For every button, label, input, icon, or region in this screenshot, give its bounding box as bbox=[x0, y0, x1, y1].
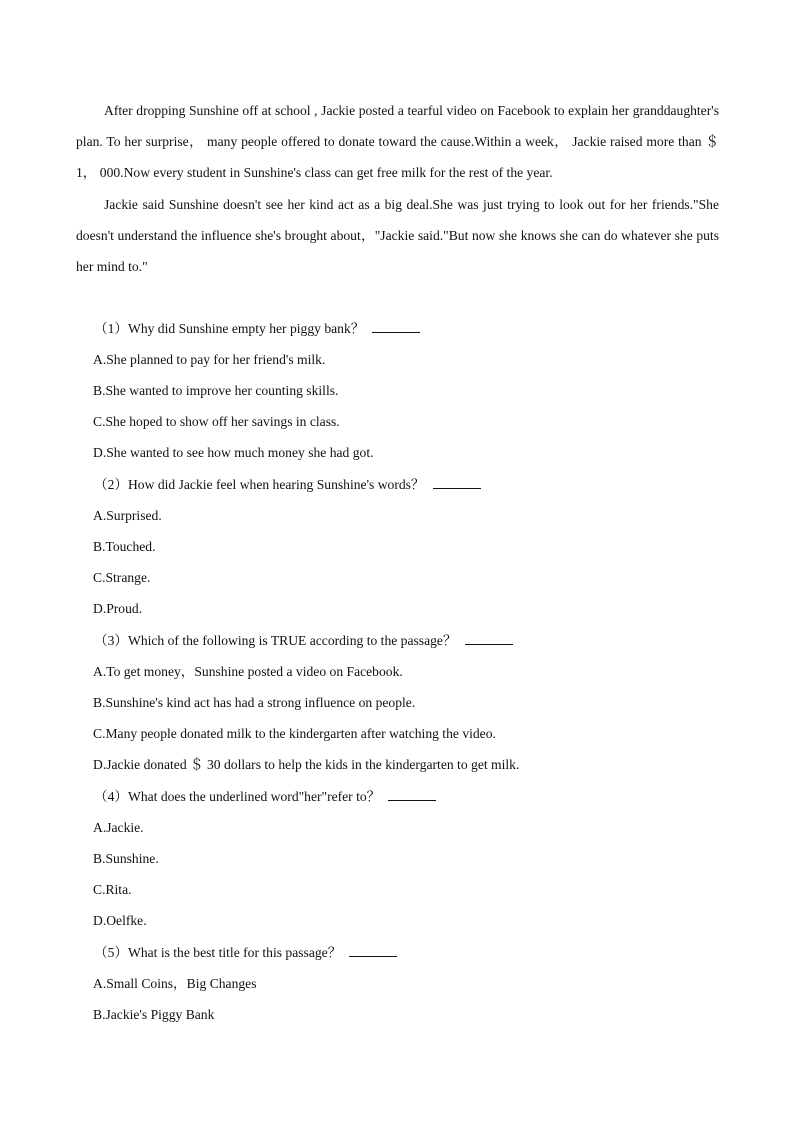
question-3 bbox=[94, 631, 513, 651]
option-5b: B.Jackie's Piggy Bank bbox=[93, 1007, 215, 1022]
option-1c: C.She hoped to show off her savings in class. bbox=[93, 414, 340, 429]
question-5 bbox=[94, 943, 397, 963]
question-stem: （2）How did Jackie feel when hearing Sunshine's words？ bbox=[94, 477, 425, 492]
question-stem: （5）What is the best title for this passage？ bbox=[94, 945, 342, 960]
question-4 bbox=[94, 787, 436, 807]
question-stem: （3）Which of the following is TRUE according to the passage？ bbox=[94, 633, 457, 648]
option-2d: D.Proud. bbox=[93, 601, 143, 616]
option-5a: A.Small Coins，Big Changes bbox=[93, 976, 257, 991]
answer-blank bbox=[349, 944, 397, 957]
question-1 bbox=[94, 319, 420, 339]
option-1b: B.She wanted to improve her counting skills. bbox=[93, 383, 339, 398]
option-2b: B.Touched. bbox=[93, 539, 156, 554]
option-2c: C.Strange. bbox=[93, 570, 151, 585]
option-2a: A.Surprised. bbox=[93, 508, 162, 523]
option-1d: D.She wanted to see how much money she had got. bbox=[93, 445, 374, 460]
option-4c: C.Rita. bbox=[93, 882, 132, 897]
answer-blank bbox=[388, 788, 436, 801]
option-3a: A.To get money，Sunshine posted a video on Facebook. bbox=[93, 664, 403, 679]
option-3c: C.Many people donated milk to the kindergarten after watching the video. bbox=[93, 726, 496, 741]
option-4a: A.Jackie. bbox=[93, 820, 144, 835]
option-4b: B.Sunshine. bbox=[93, 851, 159, 866]
paragraph-text: After dropping Sunshine off at school , Jackie posted a tearful video on Facebook to explain her granddaughter's plan. To her surprise， many people offered to donate toward the cause.Within a week， Jackie raised more than ＄ 1， 000.Now every student in Sunshine's class can get free milk for the rest of the year. bbox=[76, 103, 719, 180]
answer-blank bbox=[433, 476, 481, 489]
question-2 bbox=[94, 475, 481, 495]
option-3d: D.Jackie donated ＄ 30 dollars to help the kids in the kindergarten to get milk. bbox=[93, 757, 520, 772]
answer-blank bbox=[372, 320, 420, 333]
option-1a: A.She planned to pay for her friend's milk. bbox=[93, 352, 326, 367]
answer-blank bbox=[465, 632, 513, 645]
passage-paragraph-1 bbox=[76, 95, 719, 188]
passage-paragraph-2 bbox=[76, 189, 719, 282]
option-4d: D.Oelfke. bbox=[93, 913, 147, 928]
question-stem: （4）What does the underlined word"her"refer to？ bbox=[94, 789, 381, 804]
question-stem: （1）Why did Sunshine empty her piggy bank？ bbox=[94, 321, 365, 336]
paragraph-text: Jackie said Sunshine doesn't see her kind act as a big deal.She was just trying to look out for her friends."She doesn't understand the influence she's brought about，"Jackie said."But now she knows she can do whatever she puts her mind to." bbox=[76, 197, 719, 274]
option-3b: B.Sunshine's kind act has had a strong influence on people. bbox=[93, 695, 416, 710]
